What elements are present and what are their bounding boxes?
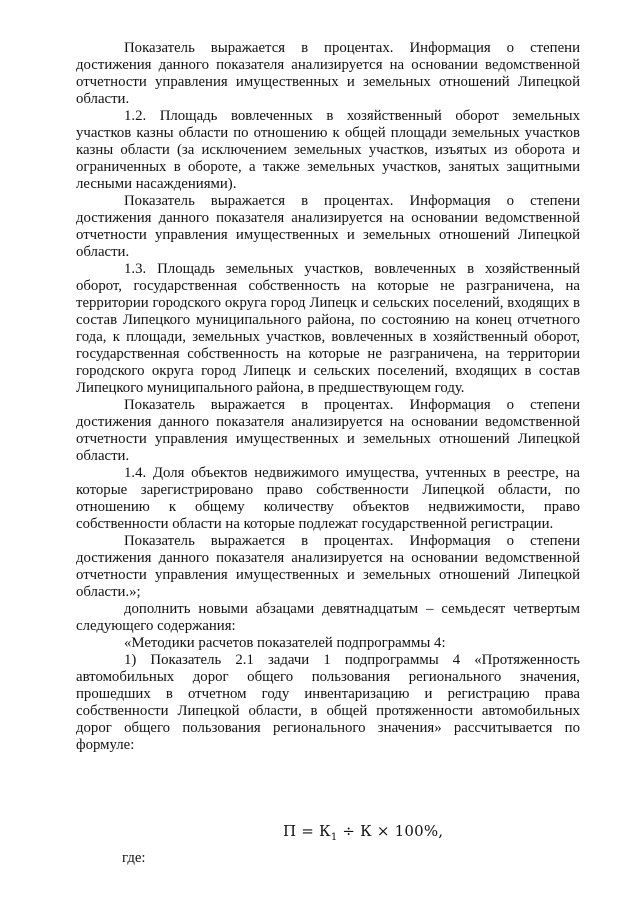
formula-k: К: [360, 822, 372, 840]
paragraph-indicator-1-2: 1.2. Площадь вовлеченных в хозяйственный оборот земельных участков казны области по отношению к общей площади земельных участков казны области (за исключением земельных участков, изъятых из оборота и ограниченных в обороте, а также земельных участков, занятых защитными лесными насаждениями).: [76, 108, 580, 192]
paragraph-indicator-1-3: 1.3. Площадь земельных участков, вовлеченных в хозяйственный оборот, государственная собственность на которые не разграничена, на территории городского округа город Липецк и сельских поселений, входящих в состав Липецкого муниципального района, по состоянию на конец отчетного года, к площади, земельных участков, вовлеченных в хозяйственный оборот, государственная собственность на которые не разграничена, на территории городского округа город Липецк и сельских поселений, входящих в состав Липецкого муниципального района, в предшествующем году.: [76, 261, 580, 396]
document-body: [76, 40, 580, 754]
paragraph-5: Показатель выражается в процентах. Информация о степени достижения данного показателя анализируется на основании ведомственной отчетности управления имущественных и земельных отношений Липецкой области.: [76, 397, 580, 464]
paragraph-methodology-heading: «Методики расчетов показателей подпрограммы 4:: [124, 635, 446, 651]
formula-k1: $К_1$: [319, 822, 338, 843]
where-label: где:: [122, 850, 146, 866]
paragraph-7: Показатель выражается в процентах. Информация о степени достижения данного показателя анализируется на основании ведомственной отчетности управления имущественных и земельных отношений Липецкой области.»;: [76, 533, 580, 600]
formula-lhs: П: [283, 822, 297, 840]
paragraph-3: Показатель выражается в процентах. Информация о степени достижения данного показателя анализируется на основании ведомственной отчетности управления имущественных и земельных отношений Липецкой области.: [76, 193, 580, 260]
formula-equals: =: [301, 822, 315, 840]
formula: [283, 822, 443, 843]
paragraph-amendment: дополнить новыми абзацами девятнадцатым – семьдесят четвертым следующего содержания:: [76, 601, 580, 634]
formula-rhs: 100%,: [394, 822, 444, 840]
paragraph-indicator-2-1: 1) Показатель 2.1 задачи 1 подпрограммы 4 «Протяженность автомобильных дорог общего пользования регионального значения, прошедших в отчетном году инвентаризацию и регистрацию права собственности Липецкой области, в общей протяженности автомобильных дорог общего пользования регионального значения» рассчитывается по формуле:: [76, 652, 580, 753]
paragraph-1: Показатель выражается в процентах. Информация о степени достижения данного показателя анализируется на основании ведомственной отчетности управления имущественных и земельных отношений Липецкой области.: [76, 40, 580, 107]
formula-multiply: ×: [376, 822, 390, 840]
formula-divide: ÷: [342, 822, 356, 840]
paragraph-indicator-1-4: 1.4. Доля объектов недвижимого имущества, учтенных в реестре, на которые зарегистрировано право собственности Липецкой области, по отношению к общему количеству объектов недвижимости, право собственности области на которые подлежат государственной регистрации.: [76, 465, 580, 532]
